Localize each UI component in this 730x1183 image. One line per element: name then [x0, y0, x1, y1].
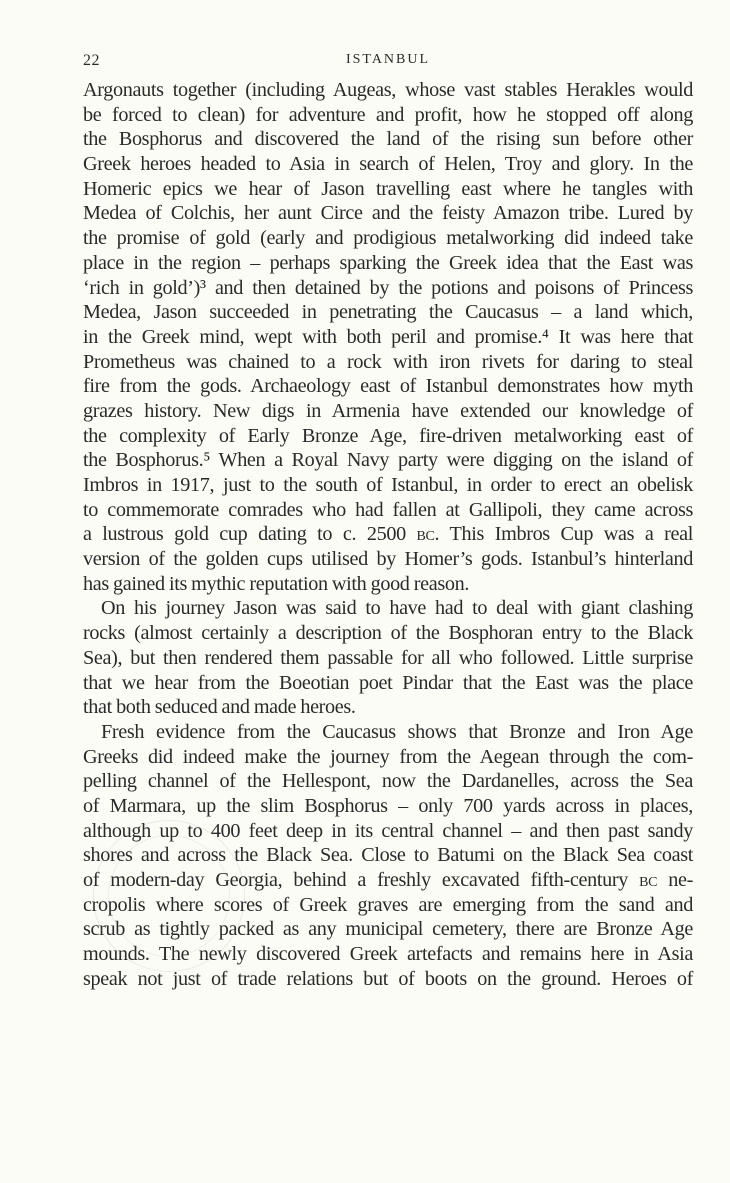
text-line: shores and across the Black Sea. Close to Batumi on the Black Sea coast [83, 844, 693, 867]
text-line: Medea of Colchis, her aunt Circe and the feisty Amazon tribe. Lured by [83, 202, 693, 225]
text-line: the complexity of Early Bronze Age, fire-driven metalworking east of [83, 424, 693, 447]
text-line: mounds. The newly discovered Greek artefacts and remains here in Asia [83, 943, 693, 966]
text-line: a lustrous gold cup dating to c. 2500 bc. This Imbros Cup was a real [83, 523, 693, 546]
text-line: fire from the gods. Archaeology east of Istanbul demonstrates how myth [83, 375, 693, 398]
text-line: that we hear from the Boeotian poet Pindar that the East was the place [83, 671, 693, 694]
text-line: to commemorate comrades who had fallen at Gallipoli, they came across [83, 498, 693, 521]
text-line: the promise of gold (early and prodigious metalworking did indeed take [83, 227, 693, 250]
text-line: scrub as tightly packed as any municipal cemetery, there are Bronze Age [83, 918, 693, 941]
text-line: grazes history. New digs in Armenia have extended our knowledge of [83, 399, 693, 422]
text-line: On his journey Jason was said to have had to deal with giant clashing [101, 597, 693, 620]
text-line: that both seduced and made heroes. [83, 696, 356, 719]
text-line: Fresh evidence from the Caucasus shows that Bronze and Iron Age [101, 720, 693, 743]
text-line: Argonauts together (including Augeas, whose vast stables Herakles would [83, 79, 693, 101]
text-line: pelling channel of the Hellespont, now the Dardanelles, across the Sea [83, 770, 693, 793]
text-line: speak not just of trade relations but of boots on the ground. Heroes of [83, 967, 693, 990]
text-line: version of the golden cups utilised by Homer’s gods. Istanbul’s hinterland [83, 548, 693, 571]
text-line: the Bosphorus and discovered the land of the rising sun before other [83, 128, 693, 151]
text-line: has gained its mythic reputation with good reason. [83, 572, 470, 595]
text-line: of modern-day Georgia, behind a freshly excavated fifth-century bc ne- [83, 869, 693, 891]
running-title: ISTANBUL [345, 52, 431, 67]
text-line: rocks (almost certainly a description of the Bosphoran entry to the Black [83, 622, 693, 645]
text-line: be forced to clean) for adventure and profit, how he stopped off along [83, 103, 693, 126]
text-line: Greek heroes headed to Asia in search of Helen, Troy and glory. In the [83, 153, 693, 176]
text-line: the Bosphorus.⁵ When a Royal Navy party were digging on the island of [83, 449, 693, 472]
text-line: Greeks did indeed make the journey from the Aegean through the com- [83, 745, 693, 768]
text-line: in the Greek mind, wept with both peril and promise.⁴ It was here that [83, 325, 693, 348]
text-line: Prometheus was chained to a rock with iron rivets for daring to steal [83, 350, 693, 373]
text-line: place in the region – perhaps sparking the Greek idea that the East was [83, 251, 693, 274]
text-line: ‘rich in gold’)³ and then detained by the potions and poisons of Princess [83, 276, 693, 299]
text-line: Imbros in 1917, just to the south of Istanbul, in order to erect an obelisk [83, 474, 693, 496]
text-line: Medea, Jason succeeded in penetrating the Caucasus – a land which, [83, 301, 693, 324]
body-text [83, 78, 693, 991]
running-head [83, 52, 693, 74]
text-line: of Marmara, up the slim Bosphorus – only 700 yards across in places, [83, 794, 693, 817]
page-number: 22 [83, 52, 100, 69]
text-line: cropolis where scores of Greek graves are emerging from the sand and [83, 893, 693, 916]
text-line: although up to 400 feet deep in its central channel – and then past sandy [83, 819, 693, 842]
text-line: Sea), but then rendered them passable for all who followed. Little surprise [83, 646, 693, 669]
text-line: Homeric epics we hear of Jason travelling east where he tangles with [83, 177, 693, 200]
